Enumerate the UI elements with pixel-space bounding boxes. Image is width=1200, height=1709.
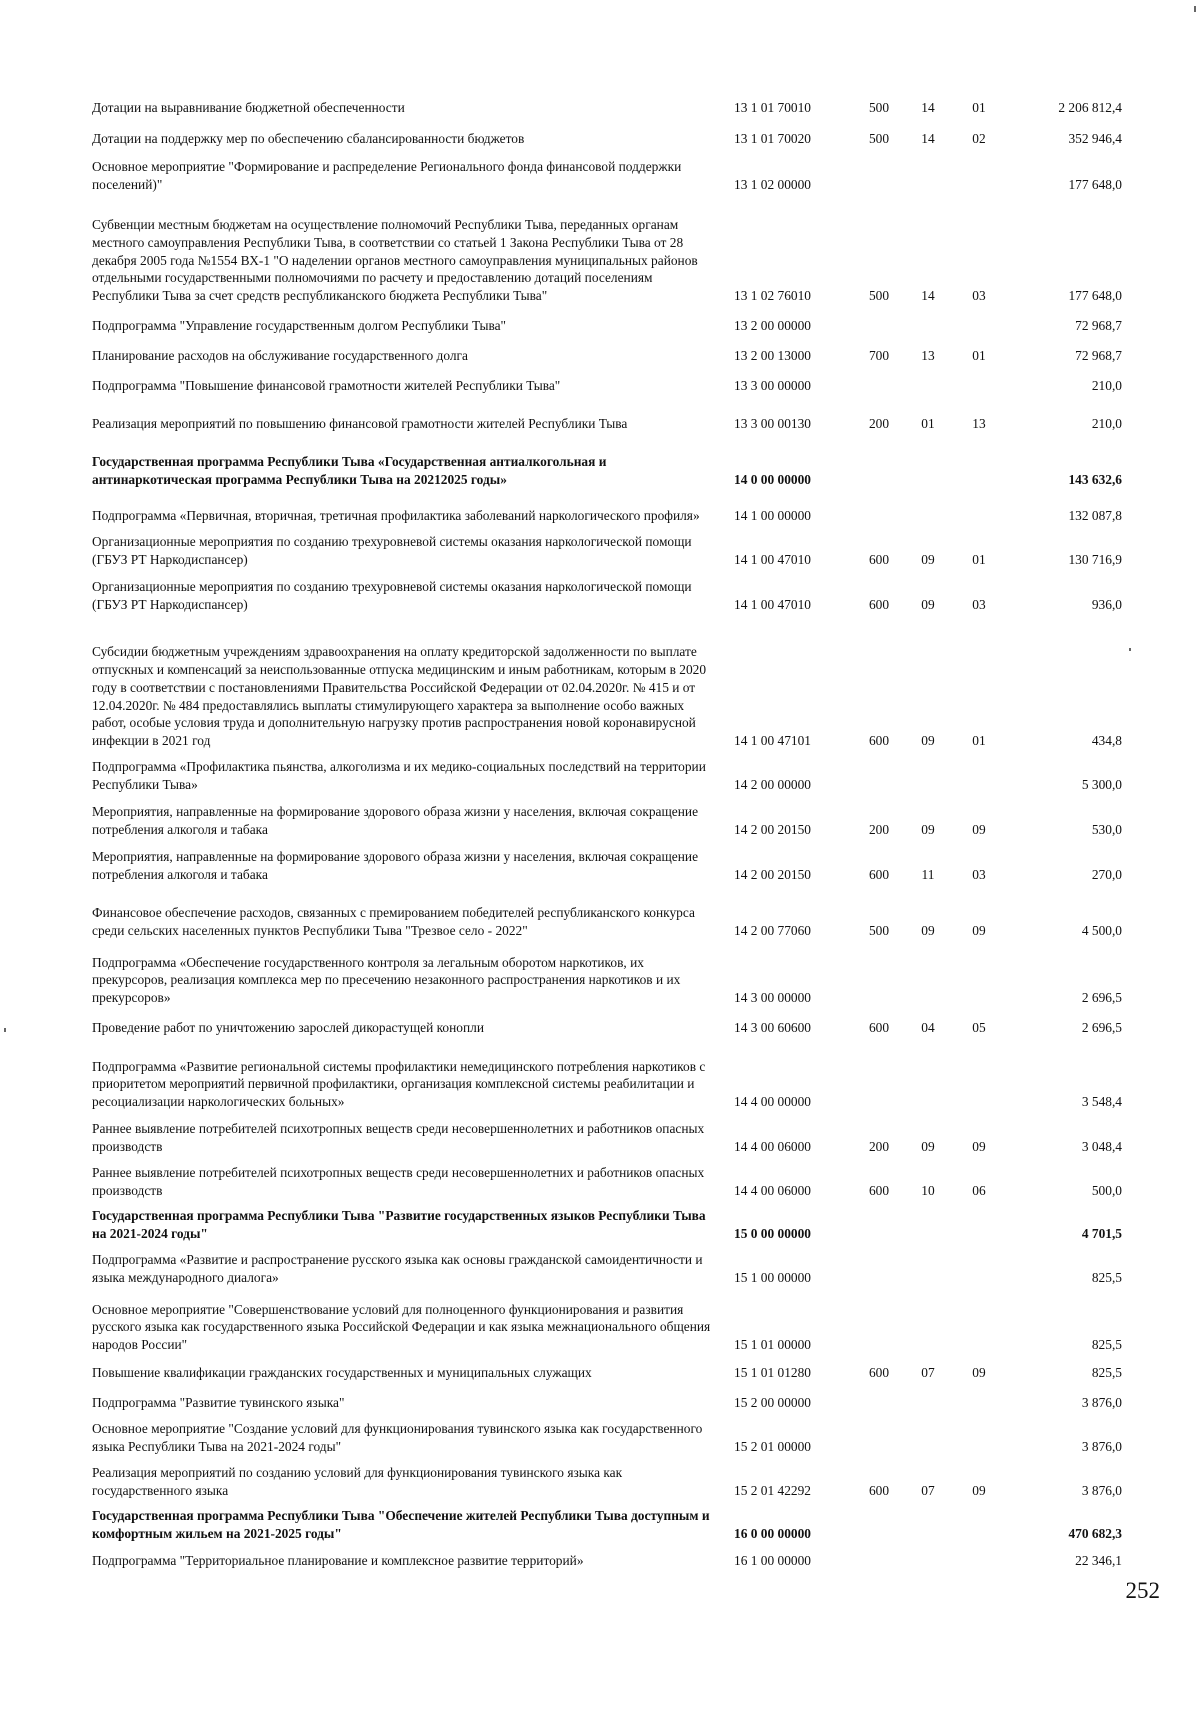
row-section: 01 xyxy=(921,416,935,432)
row-description: Государственная программа Республики Тыва «Государственная антиалкогольная и антинаркотическая программа Республики Тыва на 20212025 годы» xyxy=(92,454,607,488)
row-description: Финансовое обеспечение расходов, связанных с премированием победителей республиканского конкурса среди сельских населенных пунктов Республики Тыва "Трезвое село - 2022" xyxy=(92,905,695,939)
row-amount: 3 876,0 xyxy=(1081,1483,1122,1499)
row-description: Государственная программа Республики Тыва "Обеспечение жителей Республики Тыва доступным и комфортным жильем на 2021-2025 годы" xyxy=(92,1508,710,1542)
row-expense-type: 600 xyxy=(868,867,890,883)
row-subsection: 09 xyxy=(972,1365,986,1381)
table-row xyxy=(0,150,1200,194)
row-description: Организационные мероприятия по созданию трехуровневой системы оказания наркологической помощи (ГБУЗ РТ Наркодиспансер) xyxy=(92,534,692,568)
row-code: 16 0 00 00000 xyxy=(734,1526,811,1542)
row-amount: 5 300,0 xyxy=(1081,777,1122,793)
row-section: 14 xyxy=(921,288,935,304)
row-amount: 434,8 xyxy=(1091,733,1122,749)
table-row xyxy=(0,1358,1200,1382)
row-subsection: 13 xyxy=(972,416,986,432)
row-amount: 3 548,4 xyxy=(1081,1094,1122,1110)
table-row xyxy=(0,943,1200,1007)
table-row xyxy=(0,885,1200,940)
row-section: 10 xyxy=(921,1183,935,1199)
row-code: 15 2 01 00000 xyxy=(734,1439,811,1455)
row-amount: 132 087,8 xyxy=(1068,508,1122,524)
row-description: Субсидии бюджетным учреждениям здравоохранения на оплату кредиторской задолженности по выплате отпускных и компенсаций за неиспользованные отпуска медицинским и иным работникам, которым в 2020 году в соответствии с постановлениями Правительства Российской Федерации от 02.04.2020г. № 415 и от 12.04.2020г. № 484 предоставлялись выплаты стимулирующего характера за выполнение особо важных работ, особые условия труда и дополнительную нагрузку против распространения новой коронавирусной инфекции в 2021 год xyxy=(92,644,707,749)
row-code: 13 2 00 13000 xyxy=(734,348,811,364)
row-code: 14 4 00 06000 xyxy=(734,1139,811,1155)
table-row xyxy=(0,797,1200,839)
table-row xyxy=(0,490,1200,525)
table-row xyxy=(0,122,1200,148)
row-section: 07 xyxy=(921,1365,935,1381)
table-row xyxy=(0,1291,1200,1354)
row-subsection: 01 xyxy=(972,552,986,568)
row-description: Реализация мероприятий по созданию условий для функционирования тувинского языка как государственного языка xyxy=(92,1465,623,1499)
row-section: 09 xyxy=(921,822,935,838)
row-code: 15 1 01 00000 xyxy=(734,1337,811,1353)
row-amount: 143 632,6 xyxy=(1068,472,1122,488)
row-amount: 4 500,0 xyxy=(1081,923,1122,939)
row-amount: 2 696,5 xyxy=(1081,990,1122,1006)
row-amount: 825,5 xyxy=(1091,1365,1122,1381)
row-section: 09 xyxy=(921,923,935,939)
row-description: Планирование расходов на обслуживание государственного долга xyxy=(92,348,468,364)
row-section: 07 xyxy=(921,1483,935,1499)
row-amount: 2 206 812,4 xyxy=(1058,100,1122,116)
row-expense-type: 600 xyxy=(868,1483,890,1499)
row-section: 09 xyxy=(921,1139,935,1155)
row-expense-type: 600 xyxy=(868,597,890,613)
row-expense-type: 200 xyxy=(868,1139,890,1155)
row-code: 14 4 00 06000 xyxy=(734,1183,811,1199)
row-subsection: 01 xyxy=(972,100,986,116)
row-description: Подпрограмма "Развитие тувинского языка" xyxy=(92,1395,345,1411)
row-subsection: 03 xyxy=(972,288,986,304)
row-code: 13 3 00 00000 xyxy=(734,378,811,394)
row-code: 13 1 01 70010 xyxy=(734,100,811,116)
row-expense-type: 700 xyxy=(868,348,890,364)
row-amount: 177 648,0 xyxy=(1068,288,1122,304)
row-code: 15 1 01 01280 xyxy=(734,1365,811,1381)
row-description: Основное мероприятие "Совершенствование условий для полноценного функционирования и развития русского языка как государственного языка Российской Федерации и как языка межнационального общения народов России" xyxy=(92,1301,711,1353)
row-section: 04 xyxy=(921,1020,935,1036)
row-subsection: 03 xyxy=(972,867,986,883)
row-code: 15 1 00 00000 xyxy=(734,1270,811,1286)
row-code: 14 0 00 00000 xyxy=(734,472,811,488)
scan-speck xyxy=(1129,648,1131,651)
row-expense-type: 600 xyxy=(868,1020,890,1036)
table-row xyxy=(0,615,1200,750)
row-section: 09 xyxy=(921,597,935,613)
table-row xyxy=(0,1415,1200,1456)
row-code: 13 1 02 76010 xyxy=(734,288,811,304)
row-description: Подпрограмма "Управление государственным долгом Республики Тыва" xyxy=(92,318,507,334)
row-section: 13 xyxy=(921,348,935,364)
row-code: 14 1 00 47010 xyxy=(734,552,811,568)
row-description: Подпрограмма "Территориальное планирование и комплексное развитие территорий» xyxy=(92,1553,584,1569)
row-description: Реализация мероприятий по повышению финансовой грамотности жителей Республики Тыва xyxy=(92,416,628,432)
row-expense-type: 600 xyxy=(868,1183,890,1199)
row-subsection: 01 xyxy=(972,348,986,364)
row-amount: 500,0 xyxy=(1091,1183,1122,1199)
row-description: Раннее выявление потребителей психотропных веществ среди несовершеннолетних и работников опасных производств xyxy=(92,1121,705,1155)
row-amount: 2 696,5 xyxy=(1081,1020,1122,1036)
row-expense-type: 500 xyxy=(868,923,890,939)
row-subsection: 09 xyxy=(972,923,986,939)
row-section: 14 xyxy=(921,100,935,116)
row-code: 14 3 00 00000 xyxy=(734,990,811,1006)
row-description: Дотации на поддержку мер по обеспечению сбалансированности бюджетов xyxy=(92,131,525,147)
row-subsection: 09 xyxy=(972,1139,986,1155)
scan-speck xyxy=(4,1028,6,1032)
row-description: Субвенции местным бюджетам на осуществление полномочий Республики Тыва, переданных органам местного самоуправления Республики Тыва, в соответствии со статьей 1 Закона Республики Тыва от 28 декабря 2005 года №1554 ВХ-1 "О наделении органов местного самоуправления муниципальных районов отдельными государственными полномочиями по расчету и предоставлению дотаций поселениям Республики Тыва за счет средств республиканского бюджета Республики Тыва" xyxy=(92,217,698,304)
row-description: Проведение работ по уничтожению зарослей дикорастущей конопли xyxy=(92,1020,484,1036)
row-description: Организационные мероприятия по созданию трехуровневой системы оказания наркологической помощи (ГБУЗ РТ Наркодиспансер) xyxy=(92,579,692,613)
table-row xyxy=(0,1202,1200,1243)
row-code: 15 2 01 42292 xyxy=(734,1483,811,1499)
row-section: 14 xyxy=(921,131,935,147)
row-expense-type: 600 xyxy=(868,1365,890,1381)
row-amount: 3 048,4 xyxy=(1081,1139,1122,1155)
table-row xyxy=(0,434,1200,489)
row-amount: 210,0 xyxy=(1091,416,1122,432)
row-code: 14 1 00 47101 xyxy=(734,733,811,749)
scan-speck xyxy=(1194,6,1196,12)
row-expense-type: 500 xyxy=(868,288,890,304)
row-amount: 72 968,7 xyxy=(1075,318,1122,334)
table-row xyxy=(0,1502,1200,1543)
row-expense-type: 600 xyxy=(868,552,890,568)
row-subsection: 03 xyxy=(972,597,986,613)
row-code: 14 1 00 47010 xyxy=(734,597,811,613)
row-section: 11 xyxy=(921,867,935,883)
row-amount: 352 946,4 xyxy=(1068,131,1122,147)
row-code: 14 4 00 00000 xyxy=(734,1094,811,1110)
row-description: Государственная программа Республики Тыва "Развитие государственных языков Республики Тыва на 2021-2024 годы" xyxy=(92,1208,706,1242)
row-description: Подпрограмма «Первичная, вторичная, третичная профилактика заболеваний наркологического профиля» xyxy=(92,508,700,524)
row-amount: 72 968,7 xyxy=(1075,348,1122,364)
table-row xyxy=(0,1114,1200,1156)
row-code: 14 3 00 60600 xyxy=(734,1020,811,1036)
row-subsection: 06 xyxy=(972,1183,986,1199)
table-row xyxy=(0,310,1200,335)
row-amount: 825,5 xyxy=(1091,1270,1122,1286)
row-amount: 177 648,0 xyxy=(1068,177,1122,193)
row-subsection: 05 xyxy=(972,1020,986,1036)
table-row xyxy=(0,195,1200,305)
row-amount: 22 346,1 xyxy=(1075,1553,1122,1569)
table-row xyxy=(0,1459,1200,1500)
row-amount: 825,5 xyxy=(1091,1337,1122,1353)
row-amount: 470 682,3 xyxy=(1068,1526,1122,1542)
row-code: 16 1 00 00000 xyxy=(734,1553,811,1569)
row-expense-type: 200 xyxy=(868,416,890,432)
row-description: Подпрограмма "Повышение финансовой грамотности жителей Республики Тыва" xyxy=(92,378,561,394)
table-row xyxy=(0,92,1200,117)
row-expense-type: 500 xyxy=(868,100,890,116)
table-row xyxy=(0,1158,1200,1200)
row-section: 09 xyxy=(921,552,935,568)
page-number: 252 xyxy=(1125,1578,1160,1603)
row-subsection: 09 xyxy=(972,1483,986,1499)
row-description: Подпрограмма «Развитие региональной системы профилактики немедицинского потребления наркотиков с приоритетом мероприятий первичной профилактики, организация комплексной системы реабилитации и ресоциализации наркологических больных» xyxy=(92,1058,706,1110)
table-row xyxy=(0,1546,1200,1570)
row-expense-type: 200 xyxy=(868,822,890,838)
row-amount: 270,0 xyxy=(1091,867,1122,883)
row-section: 09 xyxy=(921,733,935,749)
row-subsection: 09 xyxy=(972,822,986,838)
table-row xyxy=(0,370,1200,395)
row-code: 14 2 00 20150 xyxy=(734,822,811,838)
row-code: 14 1 00 00000 xyxy=(734,508,811,524)
row-subsection: 02 xyxy=(972,131,986,147)
row-description: Повышение квалификации гражданских государственных и муниципальных служащих xyxy=(92,1365,592,1381)
row-code: 15 2 00 00000 xyxy=(734,1395,811,1411)
row-description: Мероприятия, направленные на формирование здорового образа жизни у населения, включая сокращение потребления алкоголя и табака xyxy=(92,804,699,838)
row-code: 13 1 01 70020 xyxy=(734,131,811,147)
row-amount: 210,0 xyxy=(1091,378,1122,394)
row-amount: 530,0 xyxy=(1091,822,1122,838)
row-description: Мероприятия, направленные на формирование здорового образа жизни у населения, включая сокращение потребления алкоголя и табака xyxy=(92,849,699,883)
row-description: Дотации на выравнивание бюджетной обеспеченности xyxy=(92,100,405,116)
row-description: Подпрограмма «Развитие и распространение русского языка как основы гражданской самоидентичности и языка международного диалога» xyxy=(92,1252,703,1286)
row-code: 13 3 00 00130 xyxy=(734,416,811,432)
row-description: Основное мероприятие "Создание условий для функционирования тувинского языка как государственного языка Республики Тыва на 2021-2024 годы" xyxy=(92,1421,703,1455)
table-row xyxy=(0,528,1200,569)
table-row xyxy=(0,396,1200,433)
table-row xyxy=(0,1245,1200,1287)
table-row xyxy=(0,340,1200,365)
row-expense-type: 500 xyxy=(868,131,890,147)
row-expense-type: 600 xyxy=(868,733,890,749)
row-code: 14 2 00 77060 xyxy=(734,923,811,939)
row-code: 14 2 00 20150 xyxy=(734,867,811,883)
table-row xyxy=(0,842,1200,884)
row-amount: 3 876,0 xyxy=(1081,1439,1122,1455)
row-code: 13 2 00 00000 xyxy=(734,318,811,334)
row-description: Подпрограмма «Обеспечение государственного контроля за легальным оборотом наркотиков, их прекурсоров, реализация комплекса мер по пресечению незаконного распространения наркотиков и их прекурсоров» xyxy=(92,954,681,1006)
row-amount: 130 716,9 xyxy=(1068,552,1122,568)
table-row xyxy=(0,1387,1200,1412)
table-row xyxy=(0,751,1200,794)
row-description: Подпрограмма «Профилактика пьянства, алкоголизма и их медико-социальных последствий на территории Республики Тыва» xyxy=(92,759,706,793)
row-amount: 4 701,5 xyxy=(1081,1226,1122,1242)
row-code: 13 1 02 00000 xyxy=(734,177,811,193)
row-amount: 3 876,0 xyxy=(1081,1395,1122,1411)
row-description: Раннее выявление потребителей психотропных веществ среди несовершеннолетних и работников опасных производств xyxy=(92,1165,705,1199)
table-row xyxy=(0,573,1200,614)
row-code: 14 2 00 00000 xyxy=(734,777,811,793)
row-description: Основное мероприятие "Формирование и распределение Регионального фонда финансовой поддержки поселений)" xyxy=(92,159,682,193)
table-row xyxy=(0,1036,1200,1111)
table-row xyxy=(0,1012,1200,1037)
row-amount: 936,0 xyxy=(1091,597,1122,613)
row-subsection: 01 xyxy=(972,733,986,749)
row-code: 15 0 00 00000 xyxy=(734,1226,811,1242)
